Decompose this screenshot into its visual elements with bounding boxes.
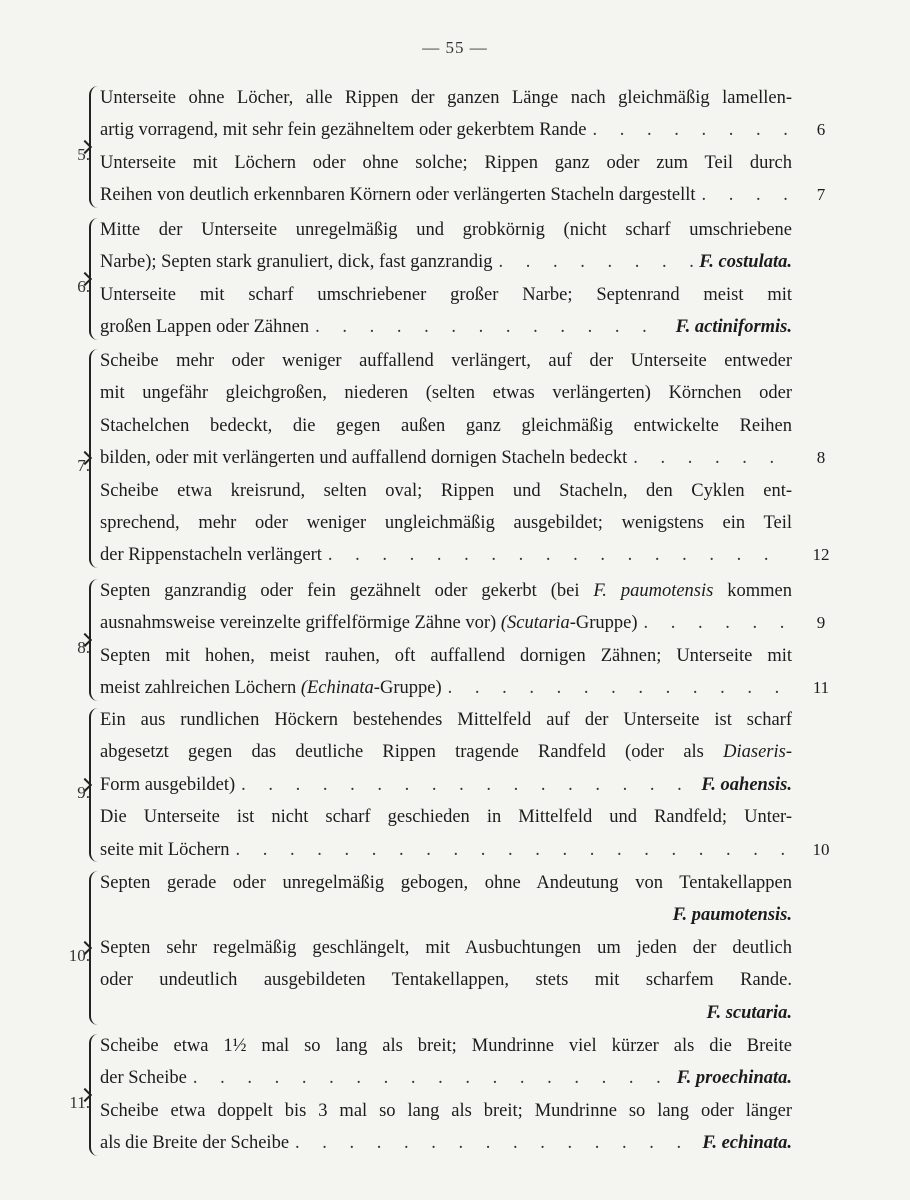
line-text: [100, 179, 696, 211]
key-line: [100, 672, 792, 704]
line-text-main: Scheibe etwa 1½ mal so lang als breit; Mundrinne viel kürzer als die Breite: [100, 1036, 792, 1056]
key-line: [100, 769, 792, 801]
key-line: [100, 1127, 792, 1159]
species-name: F. proechinata.: [676, 1068, 792, 1089]
dot-leader: [638, 607, 792, 639]
couplet-number: 6.: [77, 276, 90, 296]
line-text: [100, 539, 322, 571]
line-text-main: sprechend, mehr oder weniger ungleichmäßig ausgebildet; wenigstens ein Teil: [100, 513, 792, 533]
key-line: [100, 867, 792, 899]
line-text-main: Septen sehr regelmäßig geschlängelt, mit Ausbuchtungen um jeden der deutlich: [100, 937, 792, 958]
key-line: [100, 507, 792, 539]
line-text-main: Stachelchen bedeckt, die gegen außen ganz gleichmäßig entwickelte Reihen: [100, 415, 792, 436]
line-text-main: Septen gerade oder unregelmäßig gebogen, ohne Andeutung von Tentakellappen: [100, 873, 792, 893]
key-line: [100, 442, 792, 474]
page-number: — 55 —: [422, 38, 488, 57]
dot-leader: [187, 1062, 671, 1094]
dot-leader: [309, 311, 670, 343]
key-line: [100, 932, 792, 964]
line-text-main: Scheibe etwa kreisrund, selten oval; Rippen und Stacheln, den Cyklen ent-: [100, 480, 792, 501]
line-text: [100, 1127, 289, 1159]
line-text-main: großen Lappen oder Zähnen: [100, 317, 310, 338]
key-line: [100, 147, 792, 179]
couplet-number: 10.: [68, 946, 90, 965]
line-text-main: mit ungefähr gleichgroßen, niederen (selten etwas verlängerten) Körnchen oder: [100, 383, 792, 404]
key-line: [100, 801, 792, 833]
key-line: [100, 997, 792, 1029]
key-line: [100, 410, 792, 442]
key-line: [100, 640, 792, 672]
key-line: [100, 834, 792, 866]
line-text-after: -Gruppe): [373, 678, 442, 699]
line-text-main: meist zahlreichen Löchern: [100, 678, 297, 699]
dot-leader: [289, 1127, 696, 1159]
target-couplet-number: 9: [816, 613, 826, 633]
key-line: [100, 377, 792, 409]
dot-leader: [586, 114, 792, 146]
line-text: [100, 834, 229, 866]
key-line: [100, 179, 792, 211]
key-line: [100, 214, 792, 246]
key-line: [100, 1030, 792, 1062]
species-name: F. paumotensis.: [672, 905, 792, 926]
dot-leader: [492, 246, 693, 278]
line-text-main: oder undeutlich ausgebildeten Tentakellappen, stets mit scharfem Rande.: [100, 970, 792, 991]
line-text-main: Unterseite mit scharf umschriebener großer Narbe; Septenrand meist mit: [100, 284, 792, 305]
key-line: [100, 311, 792, 343]
italic-term: F. paumotensis: [593, 581, 714, 601]
couplet-number: 8.: [77, 637, 90, 657]
key-line: [100, 607, 792, 639]
couplet-number: 5.: [77, 144, 90, 164]
line-text-main: Mitte der Unterseite unregelmäßig und grobkörnig (nicht scharf umschriebene: [100, 220, 792, 240]
line-text-main: Unterseite ohne Löcher, alle Rippen der ganzen Länge nach gleichmäßig lamellen-: [100, 88, 792, 108]
line-text-main: Scheibe etwa doppelt bis 3 mal so lang als breit; Mundrinne so lang oder länger: [100, 1100, 792, 1121]
species-name: F. costulata.: [699, 252, 792, 273]
key-line: [100, 246, 792, 278]
target-couplet-number: 10: [812, 839, 830, 859]
line-text-main: der Rippenstacheln verlängert: [100, 545, 322, 566]
line-text-main: Septen mit hohen, meist rauhen, oft auffallend dornigen Zähnen; Unterseite mit: [100, 645, 792, 666]
target-couplet-number: 6: [816, 120, 826, 140]
line-text-main: Unterseite mit Löchern oder ohne solche; Rippen ganz oder zum Teil durch: [100, 152, 792, 173]
species-name: F. oahensis.: [701, 774, 792, 795]
dot-leader: [235, 769, 695, 801]
key-line: [100, 899, 792, 931]
key-line: [100, 1062, 792, 1094]
line-text-main: seite mit Löchern: [100, 839, 230, 860]
line-text-main: als die Breite der Scheibe: [100, 1133, 290, 1154]
line-text-main: Narbe); Septen stark granuliert, dick, fast ganzrandig: [100, 252, 493, 273]
key-line: [100, 82, 792, 114]
dot-leader: [322, 539, 792, 571]
line-text-after: -Gruppe): [569, 613, 638, 634]
line-text-after: kommen: [727, 581, 792, 601]
dot-leader: [229, 834, 792, 866]
key-line: [100, 279, 792, 311]
dot-leader: [696, 179, 792, 211]
key-line: [100, 964, 792, 996]
dot-leader: [627, 442, 792, 474]
line-text: [100, 246, 492, 278]
dot-leader: [442, 672, 792, 704]
species-name: F. echinata.: [702, 1133, 792, 1154]
target-couplet-number: 12: [812, 545, 830, 565]
line-text: [100, 311, 309, 343]
italic-term: (Scutaria: [500, 613, 570, 634]
couplet-number: 9.: [77, 783, 90, 802]
line-text-main: Septen ganzrandig oder fein gezähnelt oder gekerbt (bei: [100, 581, 580, 601]
couplet-number: 7.: [77, 456, 90, 476]
key-line: [100, 1095, 792, 1127]
line-text: [100, 607, 638, 639]
target-couplet-number: 7: [816, 185, 826, 205]
line-text-main: Scheibe mehr oder weniger auffallend verlängert, auf der Unterseite entweder: [100, 351, 792, 371]
line-text: [100, 442, 627, 474]
line-text: [100, 114, 586, 146]
key-line: [100, 575, 792, 607]
line-text-main: ausnahmsweise vereinzelte griffelförmige Zähne vor): [100, 613, 497, 634]
italic-term: Diaseris-: [723, 742, 792, 763]
species-name: F. scutaria.: [706, 1002, 792, 1023]
key-line: [100, 736, 792, 768]
line-text-main: Form ausgebildet): [100, 774, 236, 795]
target-couplet-number: 8: [816, 448, 826, 468]
line-text-main: Die Unterseite ist nicht scharf geschieden in Mittelfeld und Randfeld; Unter-: [100, 807, 792, 828]
line-text-main: bilden, oder mit verlängerten und auffallend dornigen Stacheln bedeckt: [100, 448, 628, 469]
line-text-main: Reihen von deutlich erkennbaren Körnern oder verlängerten Stacheln dargestellt: [100, 185, 696, 206]
italic-term: (Echinata: [300, 678, 374, 699]
line-text: [100, 672, 442, 704]
couplet-number: 11.: [69, 1092, 90, 1112]
line-text-main: der Scheibe: [100, 1068, 187, 1089]
key-line: [100, 704, 792, 736]
line-text-main: artig vorragend, mit sehr fein gezähneltem oder gekerbtem Rande: [100, 120, 587, 141]
species-name: F. actiniformis.: [675, 317, 792, 338]
line-text: [100, 1062, 187, 1094]
key-line: [100, 114, 792, 146]
key-line: [100, 475, 792, 507]
line-text-main: Ein aus rundlichen Höckern bestehendes Mittelfeld auf der Unterseite ist scharf: [100, 710, 792, 730]
line-text: [100, 769, 235, 801]
line-text-main: abgesetzt gegen das deutliche Rippen tragende Randfeld (oder als: [100, 742, 704, 763]
key-line: [100, 345, 792, 377]
target-couplet-number: 11: [812, 678, 830, 698]
key-line: [100, 539, 792, 571]
